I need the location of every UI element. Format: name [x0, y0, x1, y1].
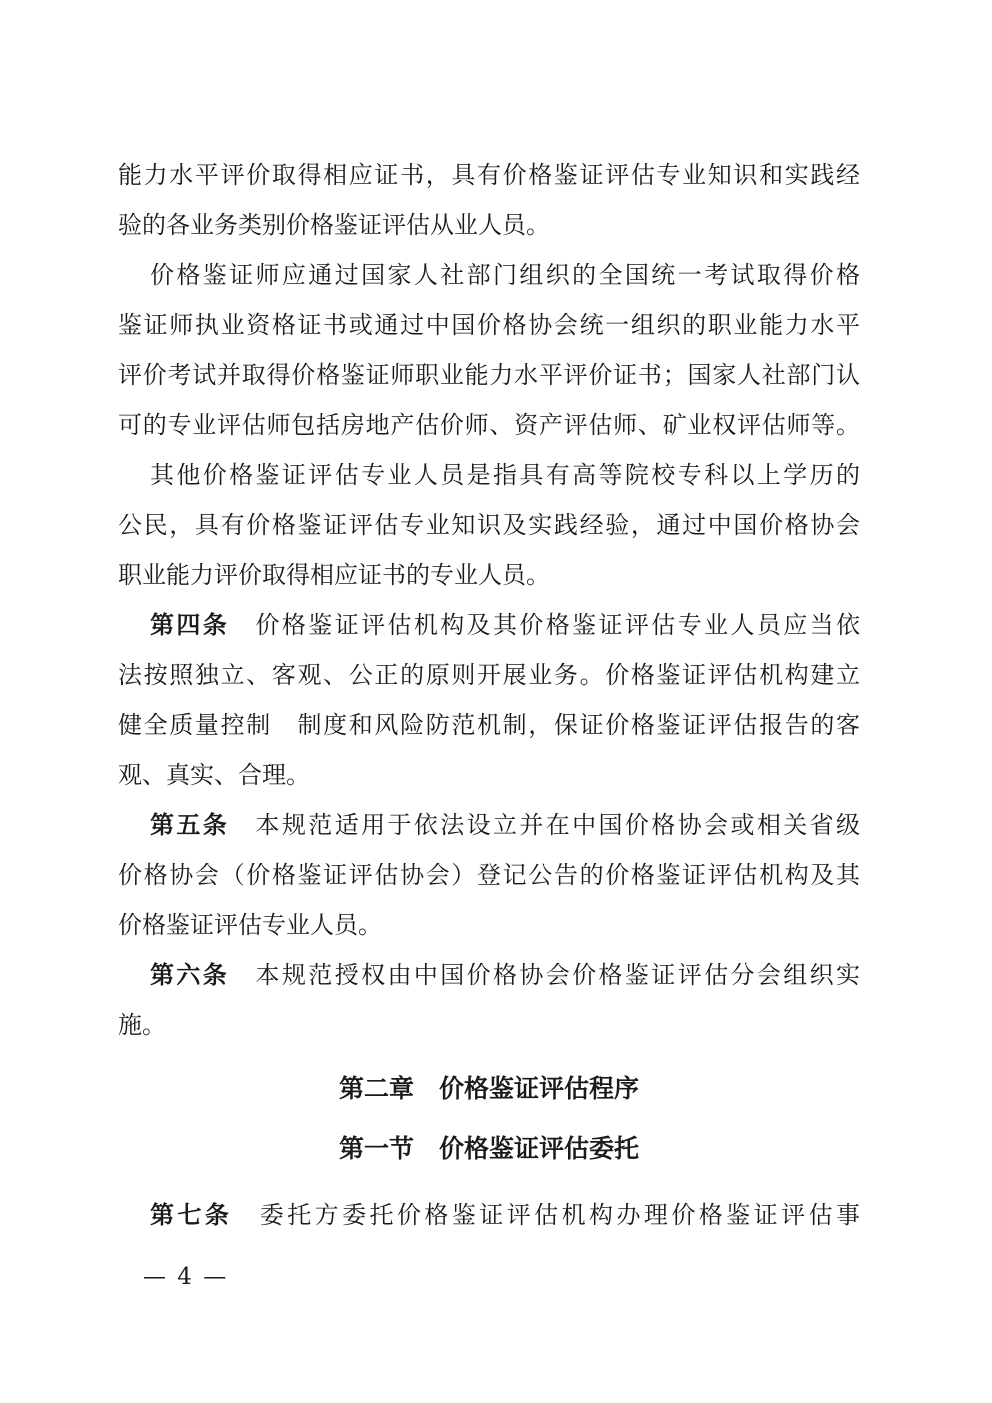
article-text: 本规范适用于依法设立并在中国价格协会或相关省级	[229, 811, 861, 839]
section-heading: 第一节 价格鉴证评估委托	[338, 1134, 639, 1163]
text-line: 可的专业评估师包括房地产估价师、资产评估师、矿业权评估师等。	[118, 411, 860, 439]
text-line: 其他价格鉴证评估专业人员是指具有高等院校专科以上学历的	[150, 461, 860, 489]
text-line: 观、真实、合理。	[118, 761, 310, 789]
text-line: 法按照独立、客观、公正的原则开展业务。价格鉴证评估机构建立	[118, 661, 860, 689]
text-line: 能力水平评价取得相应证书，具有价格鉴证评估专业知识和实践经	[118, 161, 860, 189]
text-line: 价格鉴证师应通过国家人社部门组织的全国统一考试取得价格	[150, 261, 860, 289]
chapter-heading: 第二章 价格鉴证评估程序	[338, 1074, 639, 1103]
article-number: 第七条	[150, 1200, 233, 1229]
article-number: 第四条	[150, 610, 230, 639]
text-line: 鉴证师执业资格证书或通过中国价格协会统一组织的职业能力水平	[118, 311, 860, 339]
text-line: 价格协会（价格鉴证评估协会）登记公告的价格鉴证评估机构及其	[118, 861, 860, 889]
text-line: 施。	[118, 1011, 166, 1039]
article-line	[118, 1190, 860, 1240]
article-text: 价格鉴证评估机构及其价格鉴证评估专业人员应当依	[229, 611, 861, 639]
text-line: 公民，具有价格鉴证评估专业知识及实践经验，通过中国价格协会	[118, 511, 860, 539]
article-line	[118, 600, 860, 650]
page-number: — 4 —	[143, 1264, 229, 1290]
text-line: 验的各业务类别价格鉴证评估从业人员。	[118, 211, 550, 239]
text-line: 价格鉴证评估专业人员。	[118, 911, 382, 939]
article-line	[118, 800, 860, 850]
article-text: 委托方委托价格鉴证评估机构办理价格鉴证评估事	[232, 1201, 861, 1229]
text-column	[118, 150, 860, 1240]
article-number: 第六条	[150, 960, 230, 989]
text-line: 评价考试并取得价格鉴证师职业能力水平评价证书；国家人社部门认	[118, 361, 860, 389]
text-line: 职业能力评价取得相应证书的专业人员。	[118, 561, 550, 589]
text-line: 健全质量控制 制度和风险防范机制，保证价格鉴证评估报告的客	[118, 711, 860, 739]
article-line	[118, 950, 860, 1000]
article-text: 本规范授权由中国价格协会价格鉴证评估分会组织实	[229, 961, 861, 989]
article-number: 第五条	[150, 810, 230, 839]
